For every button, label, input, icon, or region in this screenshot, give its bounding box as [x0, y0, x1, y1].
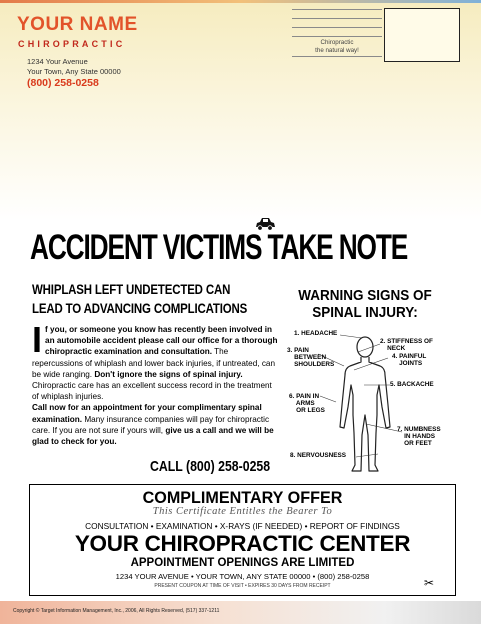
coupon-title: COMPLIMENTARY OFFER — [142, 488, 343, 507]
header-phone: (800) 258-0258 — [27, 77, 99, 89]
scissors-icon: ✂ — [424, 576, 435, 590]
practice-subtitle: CHIROPRACTIC — [18, 39, 126, 49]
address-line-2: Your Town, Any State 00000 — [27, 67, 121, 76]
tagline-1: Chiropractic — [320, 39, 354, 46]
warning-label-5: 5. BACKACHE — [390, 381, 434, 388]
subhead-line-2: LEAD TO ADVANCING COMPLICATIONS — [32, 300, 248, 316]
warning-label-3: 3. PAIN BETWEEN SHOULDERS — [287, 347, 335, 368]
call-to-action: CALL (800) 258-0258 — [150, 458, 271, 475]
address-line-1: 1234 Your Avenue — [27, 57, 88, 66]
warning-label-6: 6. PAIN IN ARMS OR LEGS — [289, 393, 325, 414]
warning-label-7: 7. NUMBNESS IN HANDS OR FEET — [397, 426, 441, 447]
subhead-line-1: WHIPLASH LEFT UNDETECTED CAN — [32, 281, 231, 297]
warning-label-8: 8. NERVOUSNESS — [290, 452, 346, 459]
warning-label-4: 4. PAINFUL JOINTS — [392, 353, 427, 367]
tagline-2: the natural way! — [315, 47, 359, 54]
body-text: If you, or someone you know has recently been involved in an automobile accident please call our office for a thorough chiropractic examination and consultation. The repercussions of whiplash and lower back injuries, if untreated, can be wide ranging. Don't ignore the signs of spinal injury. Chiropractic care has an excellent success record in the treatment of whiplash injuries. Call now for an appointment for your complimentary spinal examination. Many insurance companies will pay for chiropractic care. If you are not sure if yours will, give us a call and we will be glad to check for you. — [32, 319, 278, 447]
coupon-certificate: This Certificate Entitles the Bearer To — [152, 506, 333, 517]
warning-label-2: 2. STIFFNESS OF NECK — [380, 338, 433, 352]
coupon-services: CONSULTATION • EXAMINATION • X-RAYS (IF NEEDED) • REPORT OF FINDINGS — [85, 521, 400, 531]
coupon-center-name: YOUR CHIROPRACTIC CENTER — [74, 531, 411, 556]
coupon-fine-print: PRESENT COUPON AT TIME OF VISIT • EXPIRES 30 DAYS FROM RECEIPT — [154, 583, 331, 589]
stamp-box — [384, 8, 460, 62]
main-headline: ACCIDENT VICTIMS TAKE NOTE — [30, 228, 408, 267]
warning-title: WARNING SIGNS OF SPINAL INJURY: — [298, 287, 432, 321]
warning-label-1: 1. HEADACHE — [294, 330, 338, 337]
coupon — [29, 484, 456, 596]
copyright: Copyright © Target Information Management, Inc., 2006, All Rights Reserved, (517) 337-1211 — [13, 608, 220, 614]
doctor-name: YOUR NAME — [17, 14, 138, 35]
coupon-address: 1234 YOUR AVENUE • YOUR TOWN, ANY STATE 00000 • (800) 258-0258 — [115, 572, 370, 581]
return-address-lines — [292, 7, 382, 59]
drop-cap: I — [32, 319, 43, 360]
coupon-appointments: APPOINTMENT OPENINGS ARE LIMITED — [130, 557, 355, 569]
top-accent-line — [0, 0, 481, 3]
